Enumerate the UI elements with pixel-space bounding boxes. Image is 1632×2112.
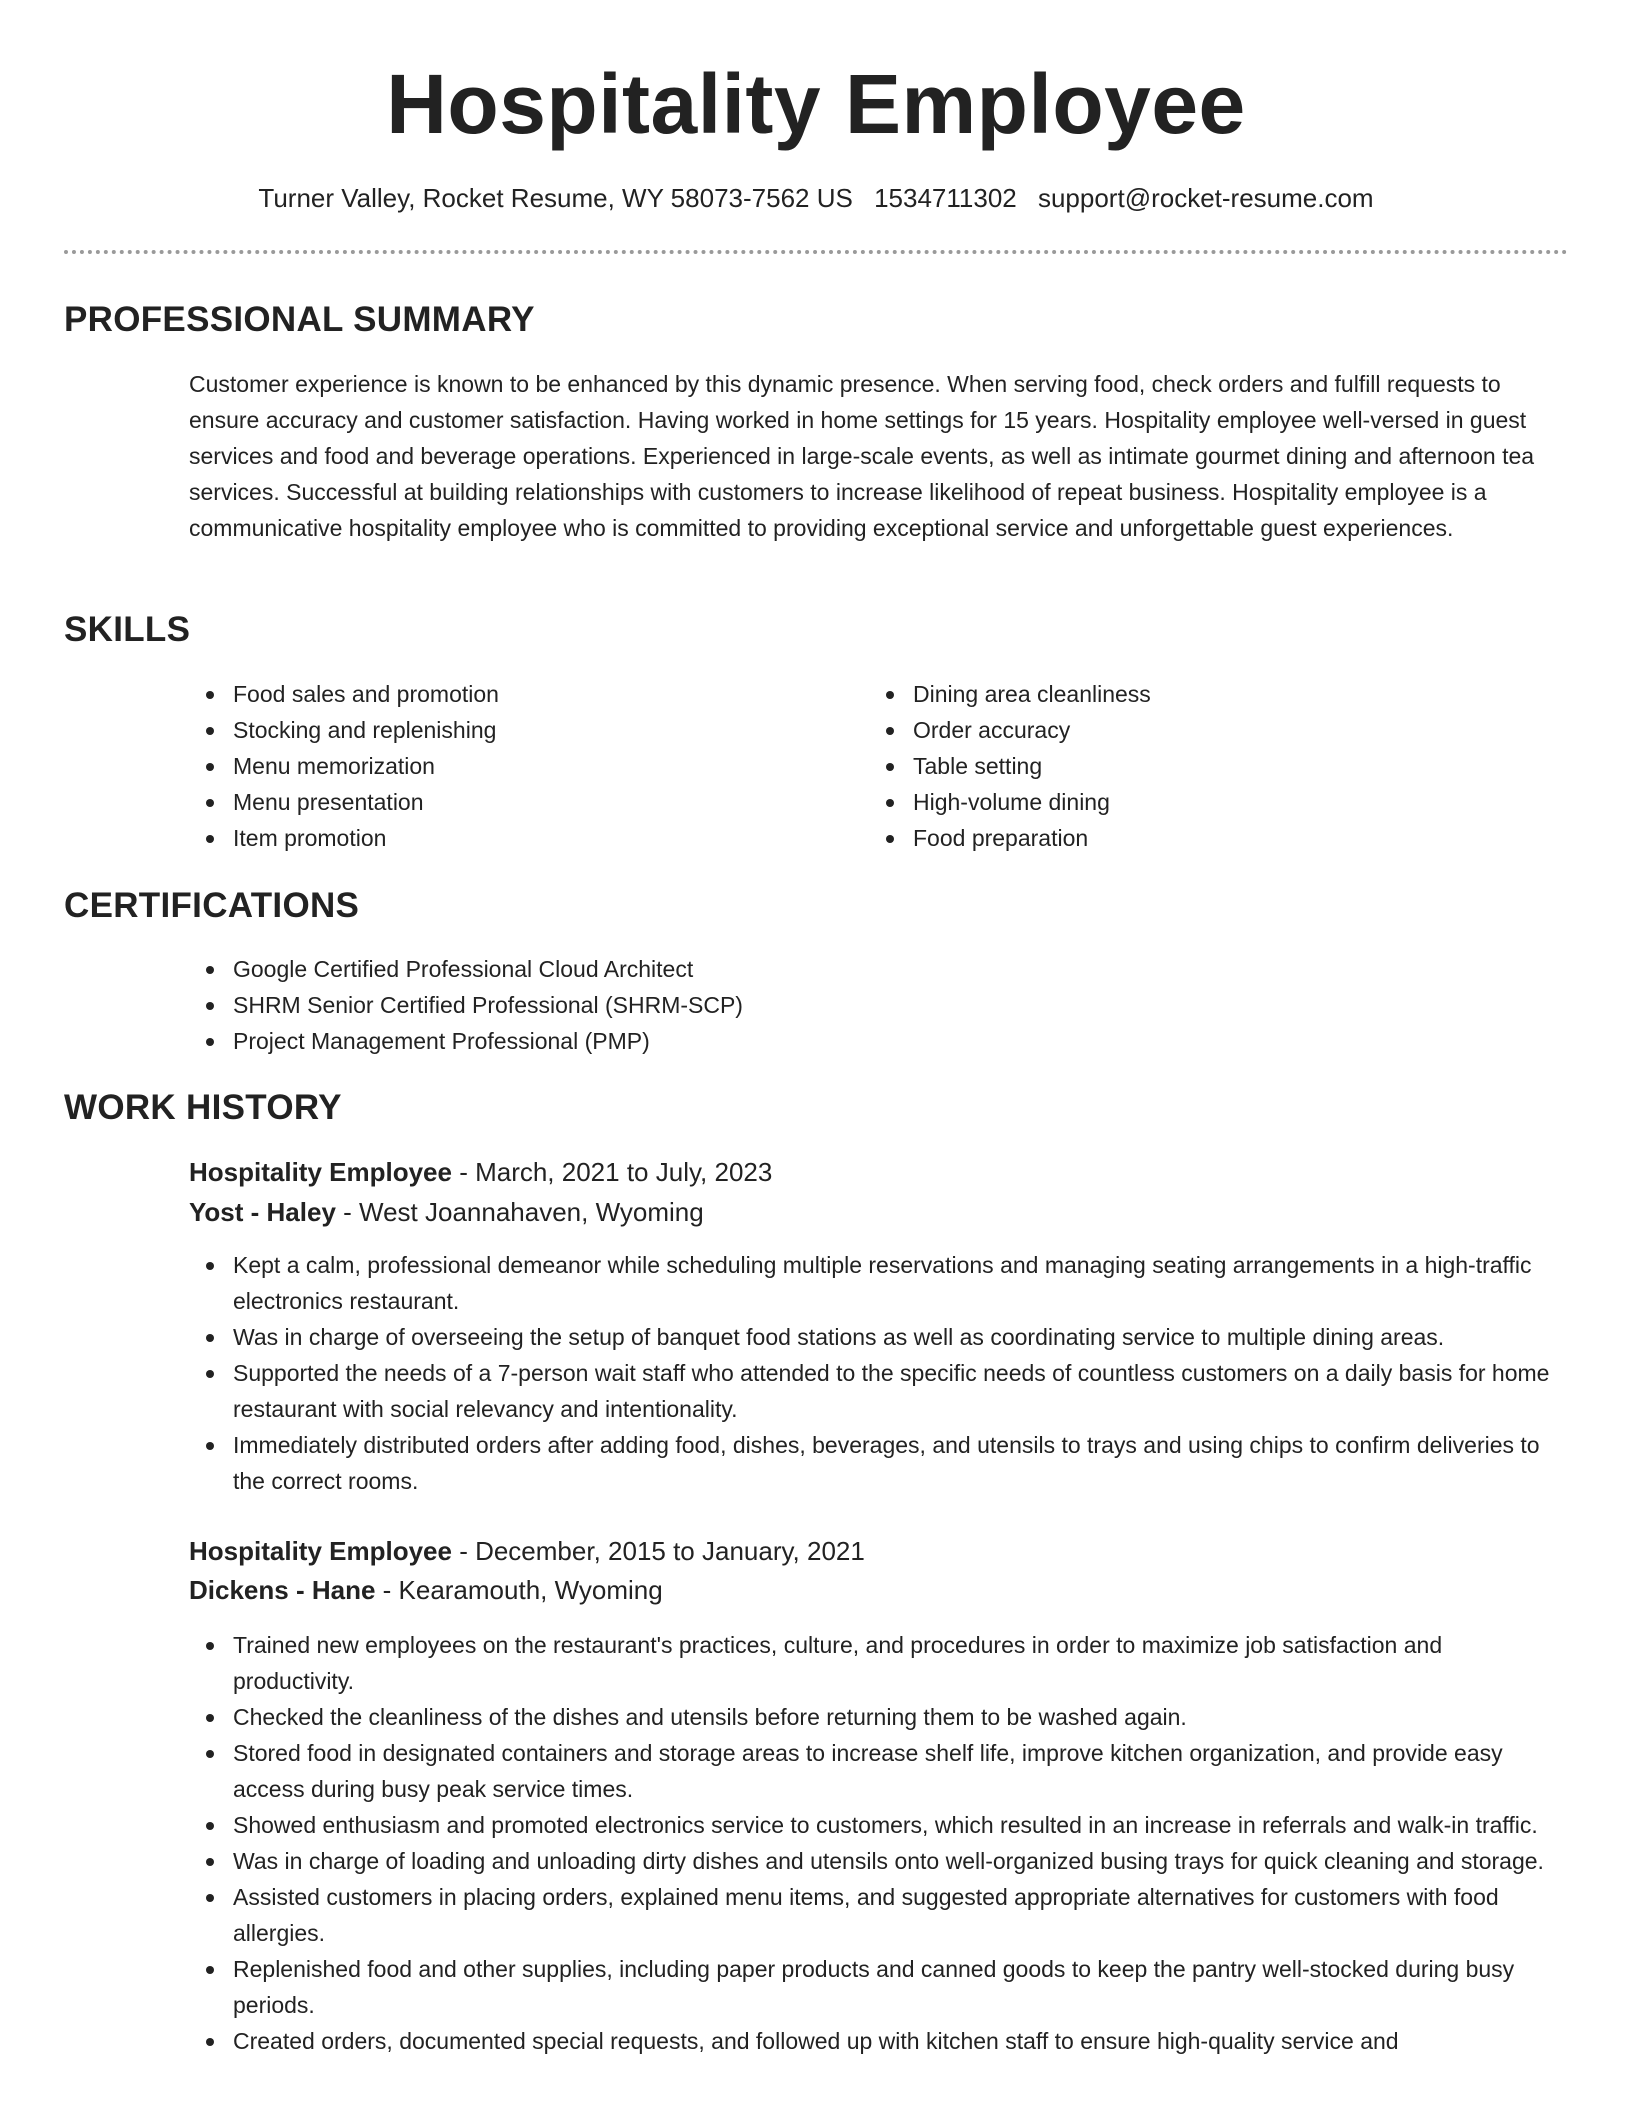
job-title-line [189,1533,865,1569]
job-duty: Assisted customers in placing orders, explained menu items, and suggested appropriate alternatives for customers with food allergies. [189,1879,1569,1951]
job-duty: Replenished food and other supplies, including paper products and canned goods to keep the pantry well-stocked during busy periods. [189,1951,1569,2023]
skill-item: Food sales and promotion [189,676,809,712]
skill-item: Order accuracy [869,712,1489,748]
header-divider [64,250,1568,254]
contact-phone: 1534711302 [874,183,1017,213]
contact-address: Turner Valley, Rocket Resume, WY 58073-7562 US [258,183,853,213]
job-duty: Was in charge of overseeing the setup of banquet food stations as well as coordinating service to multiple dining areas. [189,1319,1569,1355]
certification-item: SHRM Senior Certified Professional (SHRM-SCP) [189,987,1569,1023]
skill-item: Food preparation [869,820,1489,856]
job-duties-list [189,1247,1569,1499]
job-company: Yost - Haley [189,1197,336,1227]
job-company: Dickens - Hane [189,1575,376,1605]
job-duty: Supported the needs of a 7-person wait staff who attended to the specific needs of countless customers on a daily basis for home restaurant with social relevancy and intentionality. [189,1355,1569,1427]
job-duty: Trained new employees on the restaurant's practices, culture, and procedures in order to maximize job satisfaction and productivity. [189,1627,1569,1699]
job-location: - West Joannahaven, Wyoming [335,1197,704,1227]
skills-list-right [869,676,1489,856]
skill-item: Stocking and replenishing [189,712,809,748]
job-location: - Kearamouth, Wyoming [375,1575,663,1605]
summary-heading: PROFESSIONAL SUMMARY [64,300,535,339]
contact-email: support@rocket-resume.com [1037,183,1374,213]
summary-text: Customer experience is known to be enhanced by this dynamic presence. When serving food, check orders and fulfill requests to ensure accuracy and customer satisfaction. Having worked in home settings for 15 years. Hospitality employee well-versed in guest services and food and beverage operations. Experienced in large-scale events, as well as intimate gourmet dining and afternoon tea services. Successful at building relationships with customers to increase likelihood of repeat business. Hospitality employee is a communicative hospitality employee who is committed to providing exceptional service and unforgettable guest experiences. [189,371,1535,541]
job-duty: Created orders, documented special requests, and followed up with kitchen staff to ensure high-quality service and [189,2023,1569,2059]
job-duties-list [189,1627,1569,2059]
certifications-list [189,951,1569,1059]
skill-item: Table setting [869,748,1489,784]
job-title-line [189,1154,772,1190]
job-dates: - December, 2015 to January, 2021 [451,1536,865,1566]
work-history-heading: WORK HISTORY [64,1088,342,1127]
job-company-line [189,1572,663,1608]
job-title: Hospitality Employee [189,1536,452,1566]
job-duty: Kept a calm, professional demeanor while scheduling multiple reservations and managing seating arrangements in a high-traffic electronics restaurant. [189,1247,1569,1319]
job-duty: Checked the cleanliness of the dishes and utensils before returning them to be washed again. [189,1699,1569,1735]
skill-item: Menu presentation [189,784,809,820]
skill-item: Item promotion [189,820,809,856]
job-duty: Stored food in designated containers and storage areas to increase shelf life, improve kitchen organization, and provide easy access during busy peak service times. [189,1735,1569,1807]
job-duty: Was in charge of loading and unloading dirty dishes and utensils onto well-organized busing trays for quick cleaning and storage. [189,1843,1569,1879]
certifications-heading: CERTIFICATIONS [64,886,360,925]
job-duty: Showed enthusiasm and promoted electronics service to customers, which resulted in an increase in referrals and walk-in traffic. [189,1807,1569,1843]
skills-heading: SKILLS [64,610,191,649]
skill-item: High-volume dining [869,784,1489,820]
job-title: Hospitality Employee [189,1157,452,1187]
resume-name: Hospitality Employee [386,57,1246,151]
job-company-line [189,1194,704,1230]
job-dates: - March, 2021 to July, 2023 [451,1157,773,1187]
certification-item: Project Management Professional (PMP) [189,1023,1569,1059]
certification-item: Google Certified Professional Cloud Architect [189,951,1569,987]
job-duty: Immediately distributed orders after adding food, dishes, beverages, and utensils to trays and using chips to confirm deliveries to the correct rooms. [189,1427,1569,1499]
skills-list-left [189,676,809,856]
contact-line [0,180,1632,216]
skill-item: Dining area cleanliness [869,676,1489,712]
skill-item: Menu memorization [189,748,809,784]
